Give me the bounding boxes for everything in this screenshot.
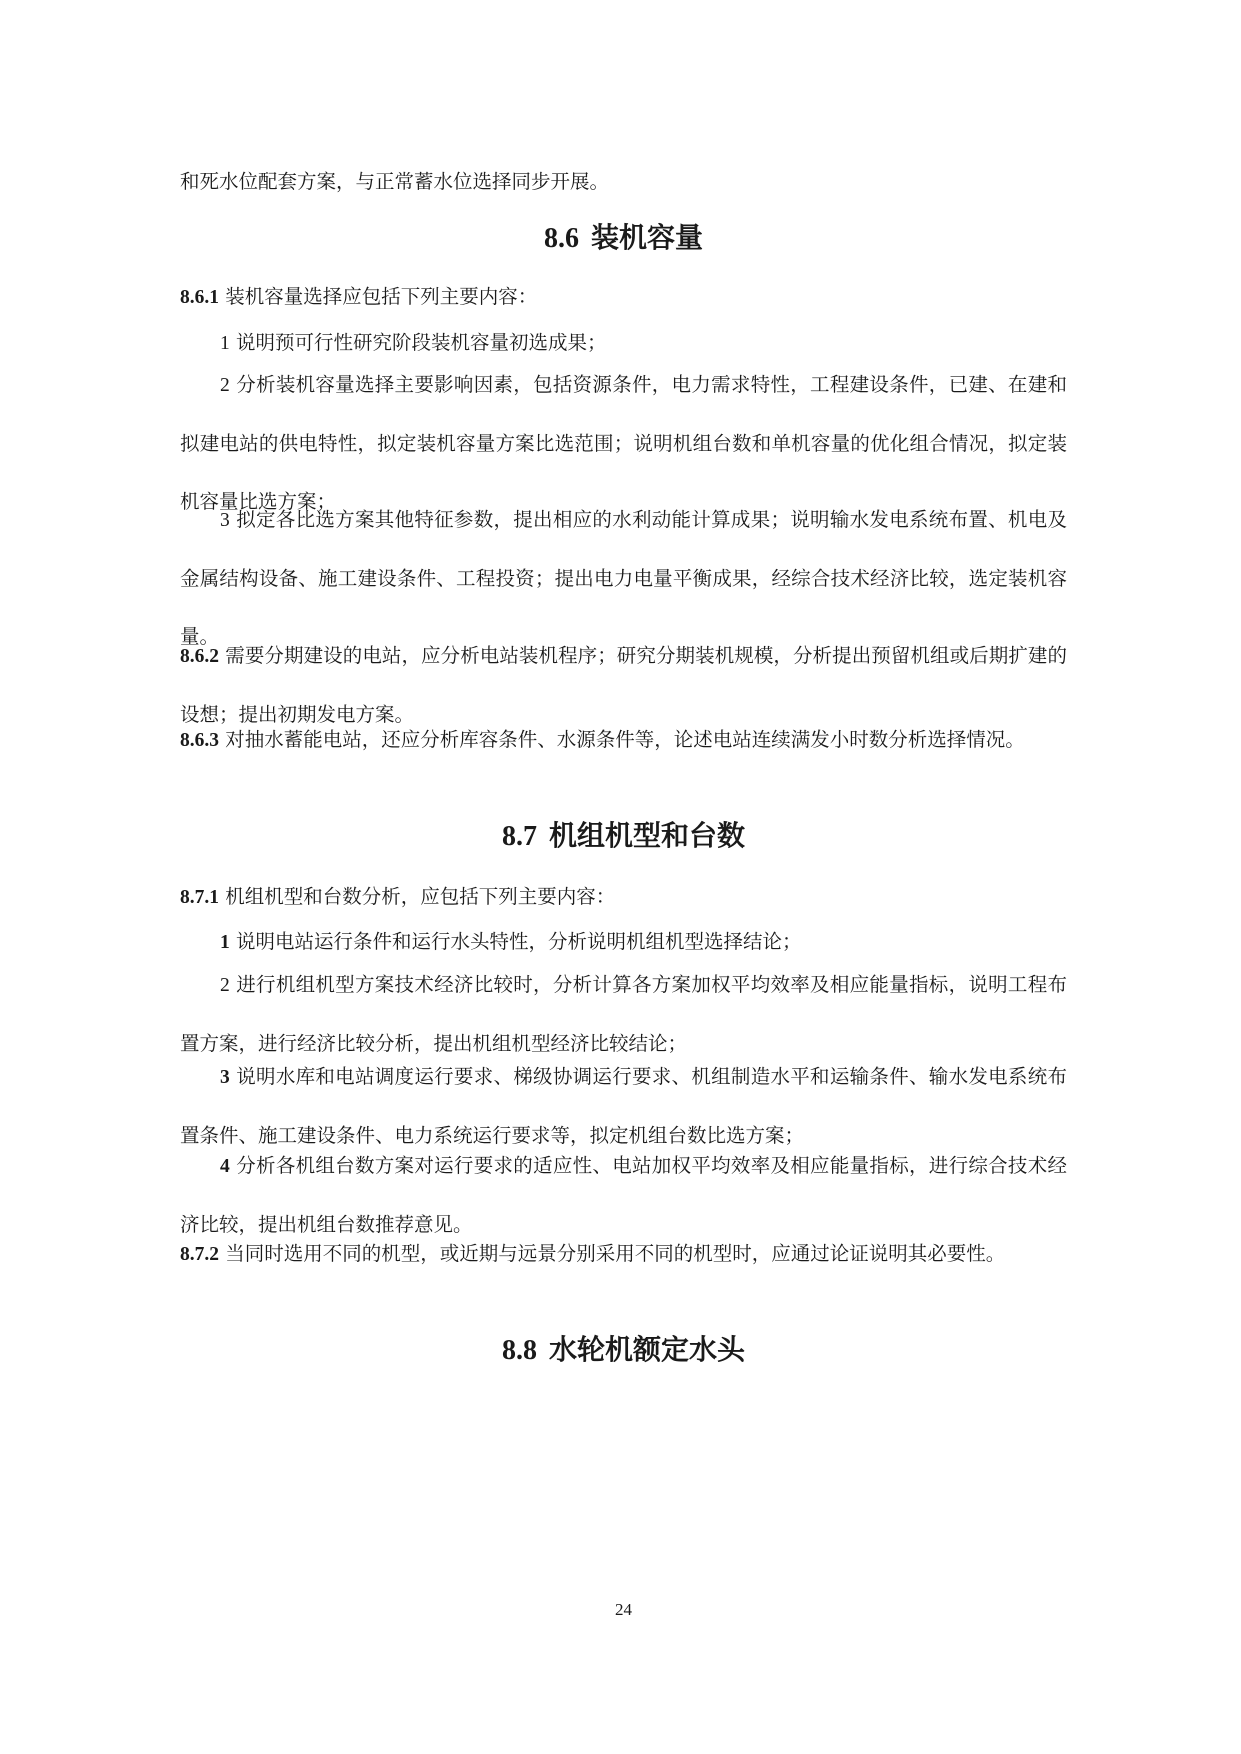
clause-number: 8.7.1: [180, 887, 219, 908]
item-number: 4: [220, 1156, 230, 1177]
clause-number: 8.6.1: [180, 287, 219, 308]
section-heading-8-8: [180, 1328, 1067, 1368]
continuation-paragraph: 和死水位配套方案，与正常蓄水位选择同步开展。: [180, 170, 610, 193]
clause-8-6-3: [180, 711, 1067, 770]
document-page: [180, 0, 1067, 1754]
section-number: 8.6: [543, 223, 579, 254]
clause-text: 当同时选用不同的机型，或近期与远景分别采用不同的机型时，应通过论证说明其必要性。: [225, 1242, 1006, 1265]
section-title: 水轮机额定水头: [548, 1333, 745, 1366]
clause-text: 机组机型和台数分析，应包括下列主要内容：: [225, 885, 616, 908]
item-number: 3: [220, 510, 230, 531]
item-number: 1: [220, 932, 230, 953]
clause-text: 需要分期建设的电站，应分析电站装机程序；研究分期装机规模，分析提出预留机组或后期扩建的设想；提出初期发电方案。: [180, 644, 1067, 726]
section-heading-8-6: [180, 216, 1067, 256]
item-text: 分析装机容量选择主要影响因素，包括资源条件，电力需求特性，工程建设条件，已建、在建和拟建电站的供电特性，拟定装机容量方案比选范围；说明机组台数和单机容量的优化组合情况，拟定装机容量比选方案；: [180, 373, 1067, 513]
item-number: 3: [220, 1067, 230, 1088]
clause-8-7-2: [180, 1225, 1067, 1284]
item-number: 1: [220, 333, 230, 354]
item-text: 说明水库和电站调度运行要求、梯级协调运行要求、机组制造水平和运输条件、输水发电系统布置条件、施工建设条件、电力系统运行要求等，拟定机组台数比选方案；: [180, 1065, 1067, 1147]
section-title: 装机容量: [590, 221, 703, 254]
clause-text: 对抽水蓄能电站，还应分析库容条件、水源条件等，论述电站连续满发小时数分析选择情况。: [225, 728, 1025, 751]
item-text: 说明预可行性研究阶段装机容量初选成果；: [235, 331, 607, 354]
page-number: 24: [615, 1600, 632, 1619]
section-number: 8.8: [501, 1335, 537, 1366]
item-number: 2: [220, 375, 230, 396]
section-heading-8-7: [180, 814, 1067, 854]
clause-number: 8.7.2: [180, 1244, 219, 1265]
section-title: 机组机型和台数: [548, 819, 745, 852]
item-number: 2: [220, 975, 230, 996]
clause-number: 8.6.3: [180, 730, 219, 751]
item-text: 分析各机组台数方案对运行要求的适应性、电站加权平均效率及相应能量指标，进行综合技术经济比较，提出机组台数推荐意见。: [180, 1154, 1067, 1236]
clause-text: 装机容量选择应包括下列主要内容：: [225, 285, 538, 308]
clause-number: 8.6.2: [180, 646, 219, 667]
item-text: 进行机组机型方案技术经济比较时，分析计算各方案加权平均效率及相应能量指标，说明工程布置方案，进行经济比较分析，提出机组机型经济比较结论；: [180, 973, 1067, 1055]
section-number: 8.7: [501, 821, 537, 852]
item-text: 拟定各比选方案其他特征参数，提出相应的水利动能计算成果；说明输水发电系统布置、机电及金属结构设备、施工建设条件、工程投资；提出电力电量平衡成果，经综合技术经济比较，选定装机容量。: [180, 508, 1067, 648]
item-text: 说明电站运行条件和运行水头特性，分析说明机组机型选择结论；: [235, 930, 802, 953]
